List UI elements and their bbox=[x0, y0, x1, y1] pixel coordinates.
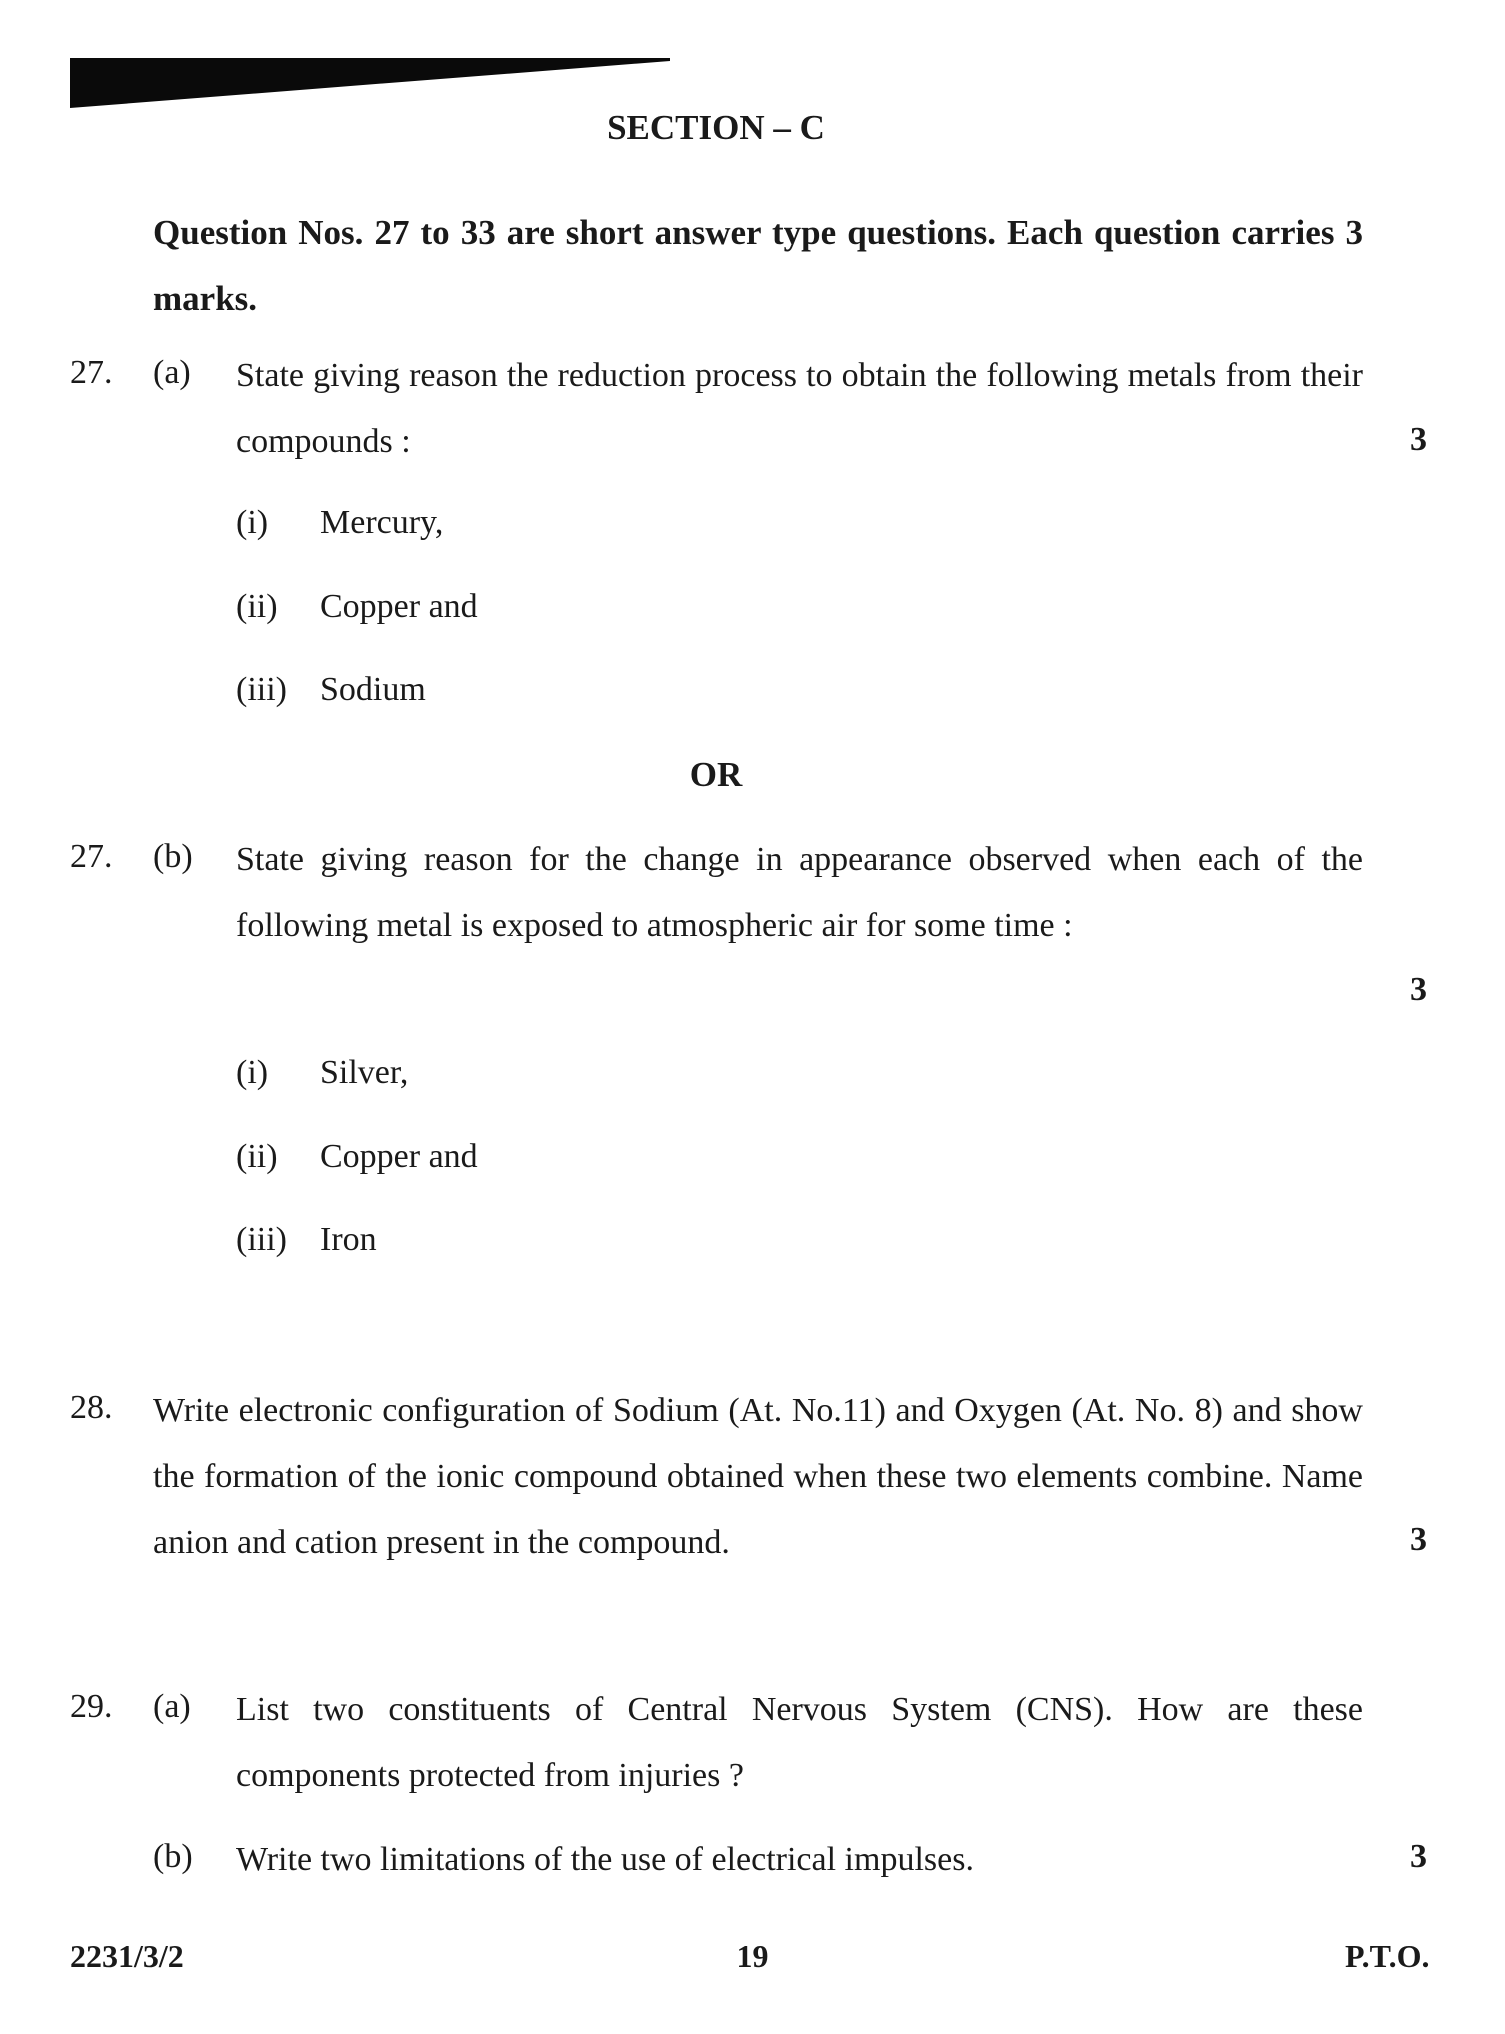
question-number-27b: 27. bbox=[70, 838, 113, 875]
question-text-27a: State giving reason the reduction process to obtain the following metals from their compounds : bbox=[236, 357, 1363, 460]
subitem-label-27a-1: (i) bbox=[236, 504, 269, 541]
question-text-28: Write electronic configuration of Sodium (At. No.11) and Oxygen (At. No. 8) and show the formation of the ionic compound obtained when these two elements combine. Name anion and cation present in the compound. bbox=[153, 1392, 1363, 1561]
header-black-bar bbox=[70, 58, 670, 108]
question-text-29a: List two constituents of Central Nervous System (CNS). How are these components protected from injuries ? bbox=[236, 1691, 1363, 1794]
subitem-text-27a-2: Copper and bbox=[320, 588, 478, 625]
subitem-label-27b-2: (ii) bbox=[236, 1138, 278, 1175]
subitem-label-27a-2: (ii) bbox=[236, 588, 278, 625]
question-part-27a: (a) bbox=[153, 354, 191, 391]
footer-page-number: 19 bbox=[736, 1938, 769, 1974]
subitem-label-27a-3: (iii) bbox=[236, 671, 287, 708]
question-text-27b: State giving reason for the change in appearance observed when each of the following metal is exposed to atmospheric air for some time : bbox=[236, 841, 1363, 944]
marks-27b: 3 bbox=[1410, 971, 1427, 1008]
subitem-label-27b-3: (iii) bbox=[236, 1221, 287, 1258]
question-text-29b: Write two limitations of the use of electrical impulses. bbox=[236, 1841, 974, 1878]
subitem-text-27b-1: Silver, bbox=[320, 1054, 409, 1091]
marks-27a: 3 bbox=[1410, 421, 1427, 458]
footer-pto: P.T.O. bbox=[1345, 1938, 1430, 1974]
subitem-text-27b-3: Iron bbox=[320, 1221, 377, 1258]
question-number-27a: 27. bbox=[70, 354, 113, 391]
marks-29: 3 bbox=[1410, 1838, 1427, 1875]
section-instructions: Question Nos. 27 to 33 are short answer type questions. Each question carries 3 marks. bbox=[153, 213, 1363, 318]
question-part-29b: (b) bbox=[153, 1838, 193, 1875]
subitem-label-27b-1: (i) bbox=[236, 1054, 269, 1091]
subitem-text-27b-2: Copper and bbox=[320, 1138, 478, 1175]
section-title: SECTION – C bbox=[607, 108, 825, 147]
or-divider: OR bbox=[689, 755, 743, 794]
question-number-29: 29. bbox=[70, 1688, 113, 1725]
question-number-28: 28. bbox=[70, 1389, 113, 1426]
question-part-27b: (b) bbox=[153, 838, 193, 875]
subitem-text-27a-3: Sodium bbox=[320, 671, 426, 708]
subitem-text-27a-1: Mercury, bbox=[320, 504, 444, 541]
marks-28: 3 bbox=[1410, 1521, 1427, 1558]
question-part-29a: (a) bbox=[153, 1688, 191, 1725]
footer-paper-code: 2231/3/2 bbox=[70, 1938, 184, 1974]
